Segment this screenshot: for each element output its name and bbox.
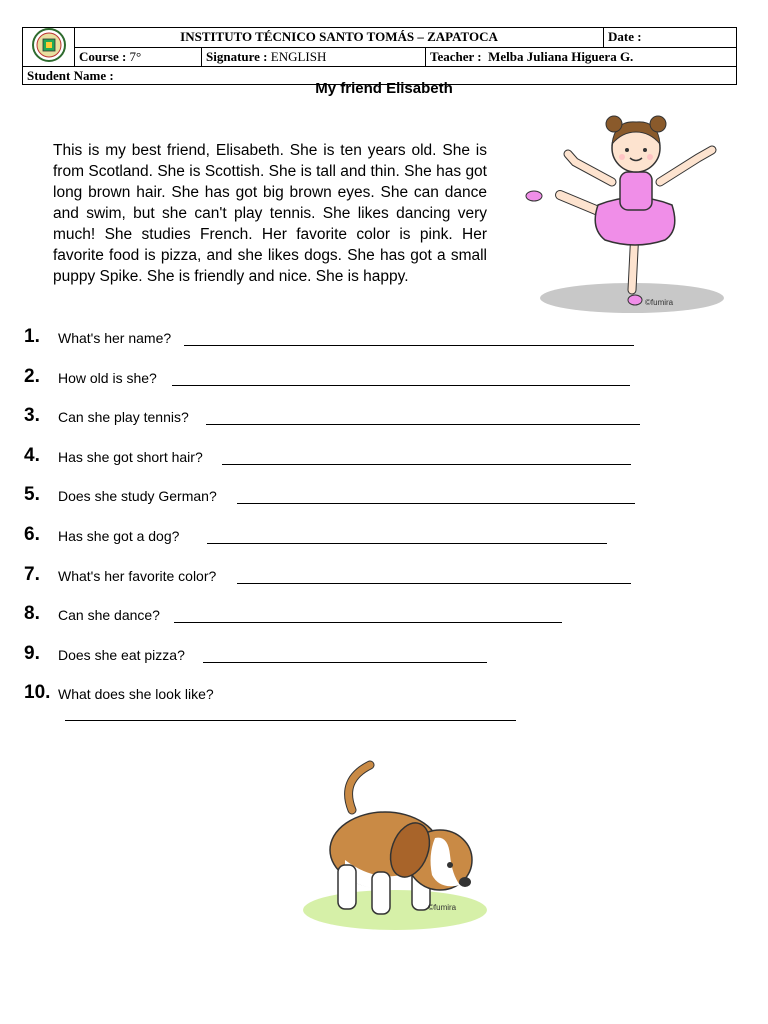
puppy-credit: ©fumira	[428, 903, 457, 912]
question-5	[24, 482, 644, 506]
answer-line[interactable]	[222, 464, 631, 465]
question-number: 1.	[24, 326, 40, 347]
question-number: 10.	[24, 682, 51, 703]
question-text: How old is she?	[58, 370, 157, 386]
ballerina-girl-illustration	[520, 110, 735, 315]
question-number: 7.	[24, 564, 40, 585]
teacher-label: Teacher :	[430, 48, 482, 64]
question-10	[24, 680, 324, 704]
school-name: INSTITUTO TÉCNICO SANTO TOMÁS – ZAPATOCA	[75, 28, 604, 48]
question-text: Can she play tennis?	[58, 409, 189, 425]
question-number: 8.	[24, 603, 40, 624]
signature-cell	[202, 47, 426, 67]
answer-line-question-10[interactable]	[65, 720, 516, 721]
puppy-illustration	[300, 760, 490, 935]
answer-line[interactable]	[203, 662, 487, 663]
question-text: Does she study German?	[58, 488, 217, 504]
teacher-cell	[426, 47, 737, 67]
answer-line[interactable]	[237, 503, 635, 504]
course-label: Course :	[79, 48, 127, 64]
reading-passage: This is my best friend, Elisabeth. She is ten years old. She is from Scotland. She is Scottish. She is tall and thin. She has got long brown hair. She has got big brown eyes. She can dance and swim, but she can't play tennis. She likes dancing very much! She studies French. Her favorite color is pink. Her favorite food is pizza, and she likes dogs. She has got a small puppy Spike. She is friendly and nice. She is happy.	[53, 142, 487, 285]
school-logo-cell	[23, 28, 75, 67]
answer-line[interactable]	[206, 424, 640, 425]
question-number: 6.	[24, 524, 40, 545]
question-text: Has she got a dog?	[58, 528, 180, 544]
question-text: What does she look like?	[58, 686, 214, 702]
question-text: What's her favorite color?	[58, 568, 217, 584]
question-text: What's her name?	[58, 330, 172, 346]
question-text: Can she dance?	[58, 607, 160, 623]
question-9	[24, 641, 504, 665]
date-label: Date :	[604, 28, 737, 48]
question-1	[24, 324, 644, 348]
answer-line[interactable]	[172, 385, 630, 386]
ballerina-credit: ©fumira	[645, 298, 674, 307]
question-number: 5.	[24, 484, 40, 505]
question-8	[24, 601, 584, 625]
course-value: 7°	[129, 48, 142, 64]
signature-label: Signature :	[206, 48, 268, 64]
answer-line[interactable]	[207, 543, 607, 544]
question-6	[24, 522, 624, 546]
answer-line[interactable]	[237, 583, 631, 584]
worksheet-header	[22, 27, 737, 85]
school-crest-icon	[32, 28, 66, 62]
page-title: My friend Elisabeth	[315, 80, 453, 97]
course-cell	[75, 47, 202, 67]
teacher-value: Melba Juliana Higuera G.	[488, 48, 634, 64]
answer-line[interactable]	[174, 622, 562, 623]
question-7	[24, 562, 644, 586]
answer-line[interactable]	[184, 345, 634, 346]
question-text: Has she got short hair?	[58, 449, 203, 465]
question-number: 2.	[24, 366, 40, 387]
question-3	[24, 403, 664, 427]
question-2	[24, 364, 644, 388]
question-number: 3.	[24, 405, 40, 426]
signature-value: ENGLISH	[270, 48, 327, 64]
question-number: 9.	[24, 643, 40, 664]
student-name-label: Student Name :	[27, 67, 114, 83]
question-number: 4.	[24, 445, 40, 466]
question-text: Does she eat pizza?	[58, 647, 185, 663]
question-4	[24, 443, 644, 467]
